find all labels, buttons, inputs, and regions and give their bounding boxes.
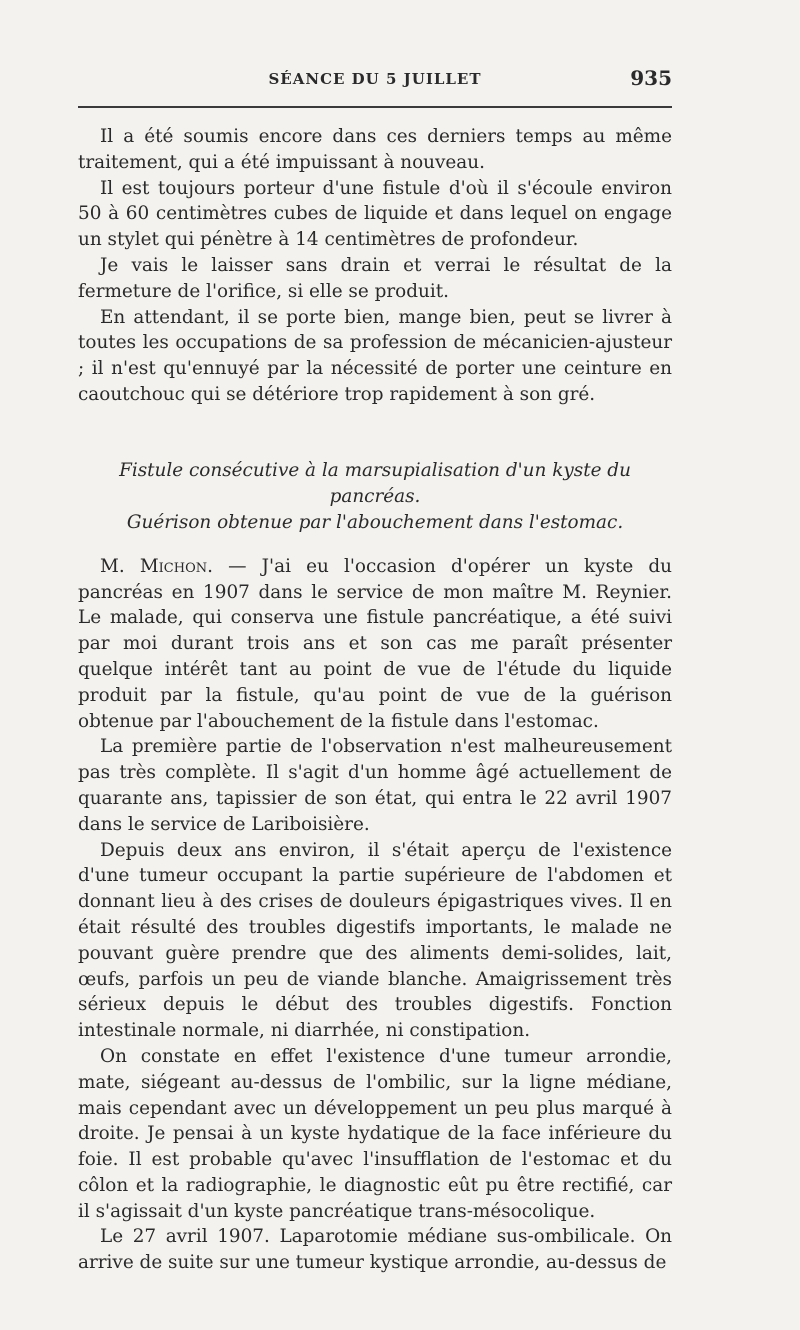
author-name: M. Michon.: [100, 555, 213, 577]
body-text: [78, 124, 672, 1276]
paragraph: Le 27 avril 1907. Laparotomie médiane sus-ombilicale. On arrive de suite sur une tumeur kystique arrondie, au-dessus de: [78, 1226, 672, 1274]
paragraph: [78, 554, 672, 735]
paragraph: Depuis deux ans environ, il s'était aperçu de l'existence d'une tumeur occupant la partie supérieure de l'abdomen et donnant lieu à des crises de douleurs épigastriques vives. Il en était résulté des troubles digestifs importants, le malade ne pouvant guère prendre que des aliments demi-solides, lait, œufs, parfois un peu de viande blanche. Amaigrissement très sérieux depuis le début des troubles digestifs. Fonction intestinale normale, ni diarrhée, ni constipation.: [78, 839, 672, 1042]
page-number: 935: [630, 66, 672, 90]
paragraph: La première partie de l'observation n'est malheureusement pas très complète. Il s'agit d'un homme âgé actuellement de quarante ans, tapissier de son état, qui entra le 22 avril 1907 dans le service de Lariboisière.: [78, 736, 672, 835]
paragraph: On constate en effet l'existence d'une tumeur arrondie, mate, siégeant au-dessus de l'ombilic, sur la ligne médiane, mais cependant avec un développement un peu plus marqué à droite. Je pensai à un kyste hydatique de la face inférieure du foie. Il est probable qu'avec l'insufflation de l'estomac et du côlon et la radiographie, le diagnostic eût pu être rectifié, car il s'agissait d'un kyste pancréatique trans-mésocolique.: [78, 1045, 672, 1222]
paragraph-text: — J'ai eu l'occasion d'opérer un kyste du pancréas en 1907 dans le service de mon maître M. Reynier. Le malade, qui conserva une fistule pancréatique, a été suivi par moi durant trois ans et son cas me paraît présenter quelque intérêt tant au point de vue de l'étude du liquide produit par la fistule, qu'au point de vue de la guérison obtenue par l'abouchement de la fistule dans l'estomac.: [78, 555, 672, 732]
running-title: SÉANCE DU 5 JUILLET: [268, 70, 482, 88]
section-title-line-2: Guérison obtenue par l'abouchement dans l'estomac.: [126, 511, 624, 533]
page-header: [78, 66, 672, 100]
header-rule: [78, 106, 672, 108]
paragraph: Il est toujours porteur d'une fistule d'où il s'écoule environ 50 à 60 centimètres cubes de liquide et dans lequel on engage un stylet qui pénètre à 14 centimètres de profondeur.: [78, 177, 672, 251]
paragraph: Je vais le laisser sans drain et verrai le résultat de la fermeture de l'orifice, si elle se produit.: [78, 254, 672, 302]
paragraph: En attendant, il se porte bien, mange bien, peut se livrer à toutes les occupations de sa profession de mécanicien-ajusteur ; il n'est qu'ennuyé par la nécessité de porter une ceinture en caoutchouc qui se détériore trop rapidement à son gré.: [78, 306, 672, 405]
section-heading: [78, 458, 672, 536]
paragraph: Il a été soumis encore dans ces derniers temps au même traitement, qui a été impuissant à nouveau.: [78, 126, 672, 173]
section-title-line-1: Fistule consécutive à la marsupialisation d'un kyste du pancréas.: [119, 459, 631, 507]
